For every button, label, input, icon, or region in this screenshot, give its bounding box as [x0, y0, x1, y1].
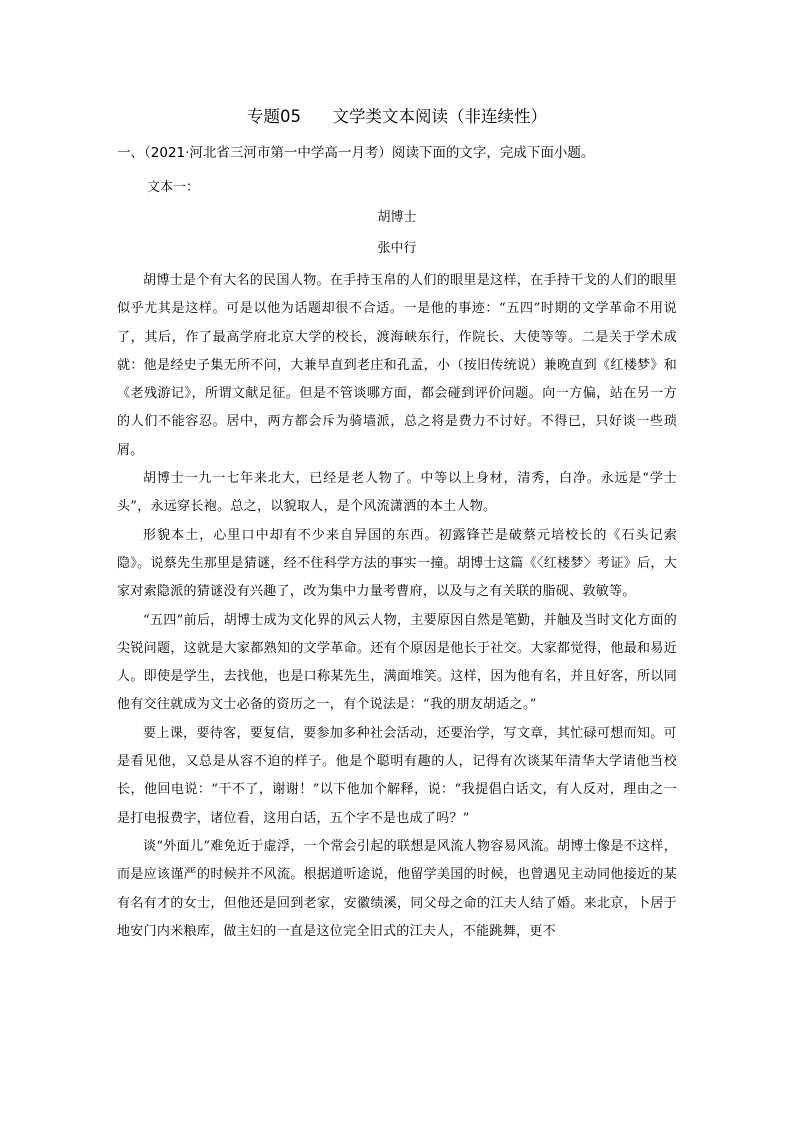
paragraph: 谈“外面儿”难免近于虚浮，一个常会引起的联想是风流人物容易风流。胡博士像是不这样，而是应该谨严的时候并不风流。根据道听途说，他留学美国的时候，也曾遇见主动同他接近的某有名有才的女士，但他还是回到老家，安徽绩溪，同父母之命的江夫人结了婚。来北京，卜居于地安门内米粮库，做主妇的一直是这位完全旧式的江夫人，不能跳舞，更不 — [117, 838, 677, 939]
question-prompt: 一、（2021·河北省三河市第一中学高一月考）阅读下面的文字，完成下面小题。 — [117, 145, 595, 161]
article-author: 张中行 — [377, 241, 417, 256]
document-title: 专题05 文学类文本阅读（非连续性） — [247, 107, 547, 126]
paragraph: 胡博士是个有大名的民国人物。在手持玉帛的人们的眼里是这样，在手持干戈的人们的眼里似乎尤其是这样。可是以他为话题却很不合适。一是他的事迹：“五四”时期的文学革命不用说了，其后，作了最高学府北京大学的校长，渡海峡东行，作院长、大使等等。二是关于学术成就：他是经史子集无所不问，大兼早直到老庄和孔孟，小（按旧传统说）兼晚直到《红楼梦》和《老残游记》，所谓文献足征。但是不管谈哪方面，都会碰到评价问题。向一方偏，站在另一方的人们不能容忍。居中，两方都会斥为骑墙派，总之将是费力不讨好。不得已，只好谈一些琐屑。 — [117, 273, 677, 458]
article-body — [117, 267, 677, 946]
text-label: 文本一： — [147, 180, 200, 195]
paragraph: 形貌本土，心里口中却有不少来自异国的东西。初露锋芒是破蔡元培校长的《石头记索隐》。说蔡先生那里是猜谜，经不住科学方法的事实一撞。胡博士这篇《〈红楼梦〉考证》后，大家对索隐派的猜谜没有兴趣了，改为集中力量考曹府，以及与之有关联的脂砚、敦敏等。 — [117, 527, 677, 600]
article-title: 胡博士 — [377, 210, 417, 225]
paragraph: 胡博士一九一七年来北大，已经是老人物了。中等以上身材，清秀，白净。永远是“学士头”，永远穿长袍。总之，以貌取人，是个风流潇洒的本土人物。 — [117, 471, 677, 515]
paragraph: 要上课，要待客，要复信，要参加多种社会活动，还要治学，写文章，其忙碌可想而知。可是看见他，又总是从容不迫的样子。他是个聪明有趣的人，记得有次谈某年清华大学请他当校长，他回电说：“干不了，谢谢！”以下他加个解释，说：“我提倡白话文，有人反对，理由之一是打电报费字，诸位看，这用白话，五个字不是也成了吗？” — [117, 725, 677, 826]
paragraph: “五四”前后，胡博士成为文化界的风云人物，主要原因自然是笔勤，并触及当时文化方面的尖锐问题，这就是大家都熟知的文学革命。还有个原因是他长于社交。大家都觉得，他最和易近人。即使是学生，去找他，也是口称某先生，满面堆笑。这样，因为他有名，并且好客，所以同他有交往就成为文士必备的资历之一，有个说法是：“我的朋友胡适之。” — [117, 612, 677, 713]
